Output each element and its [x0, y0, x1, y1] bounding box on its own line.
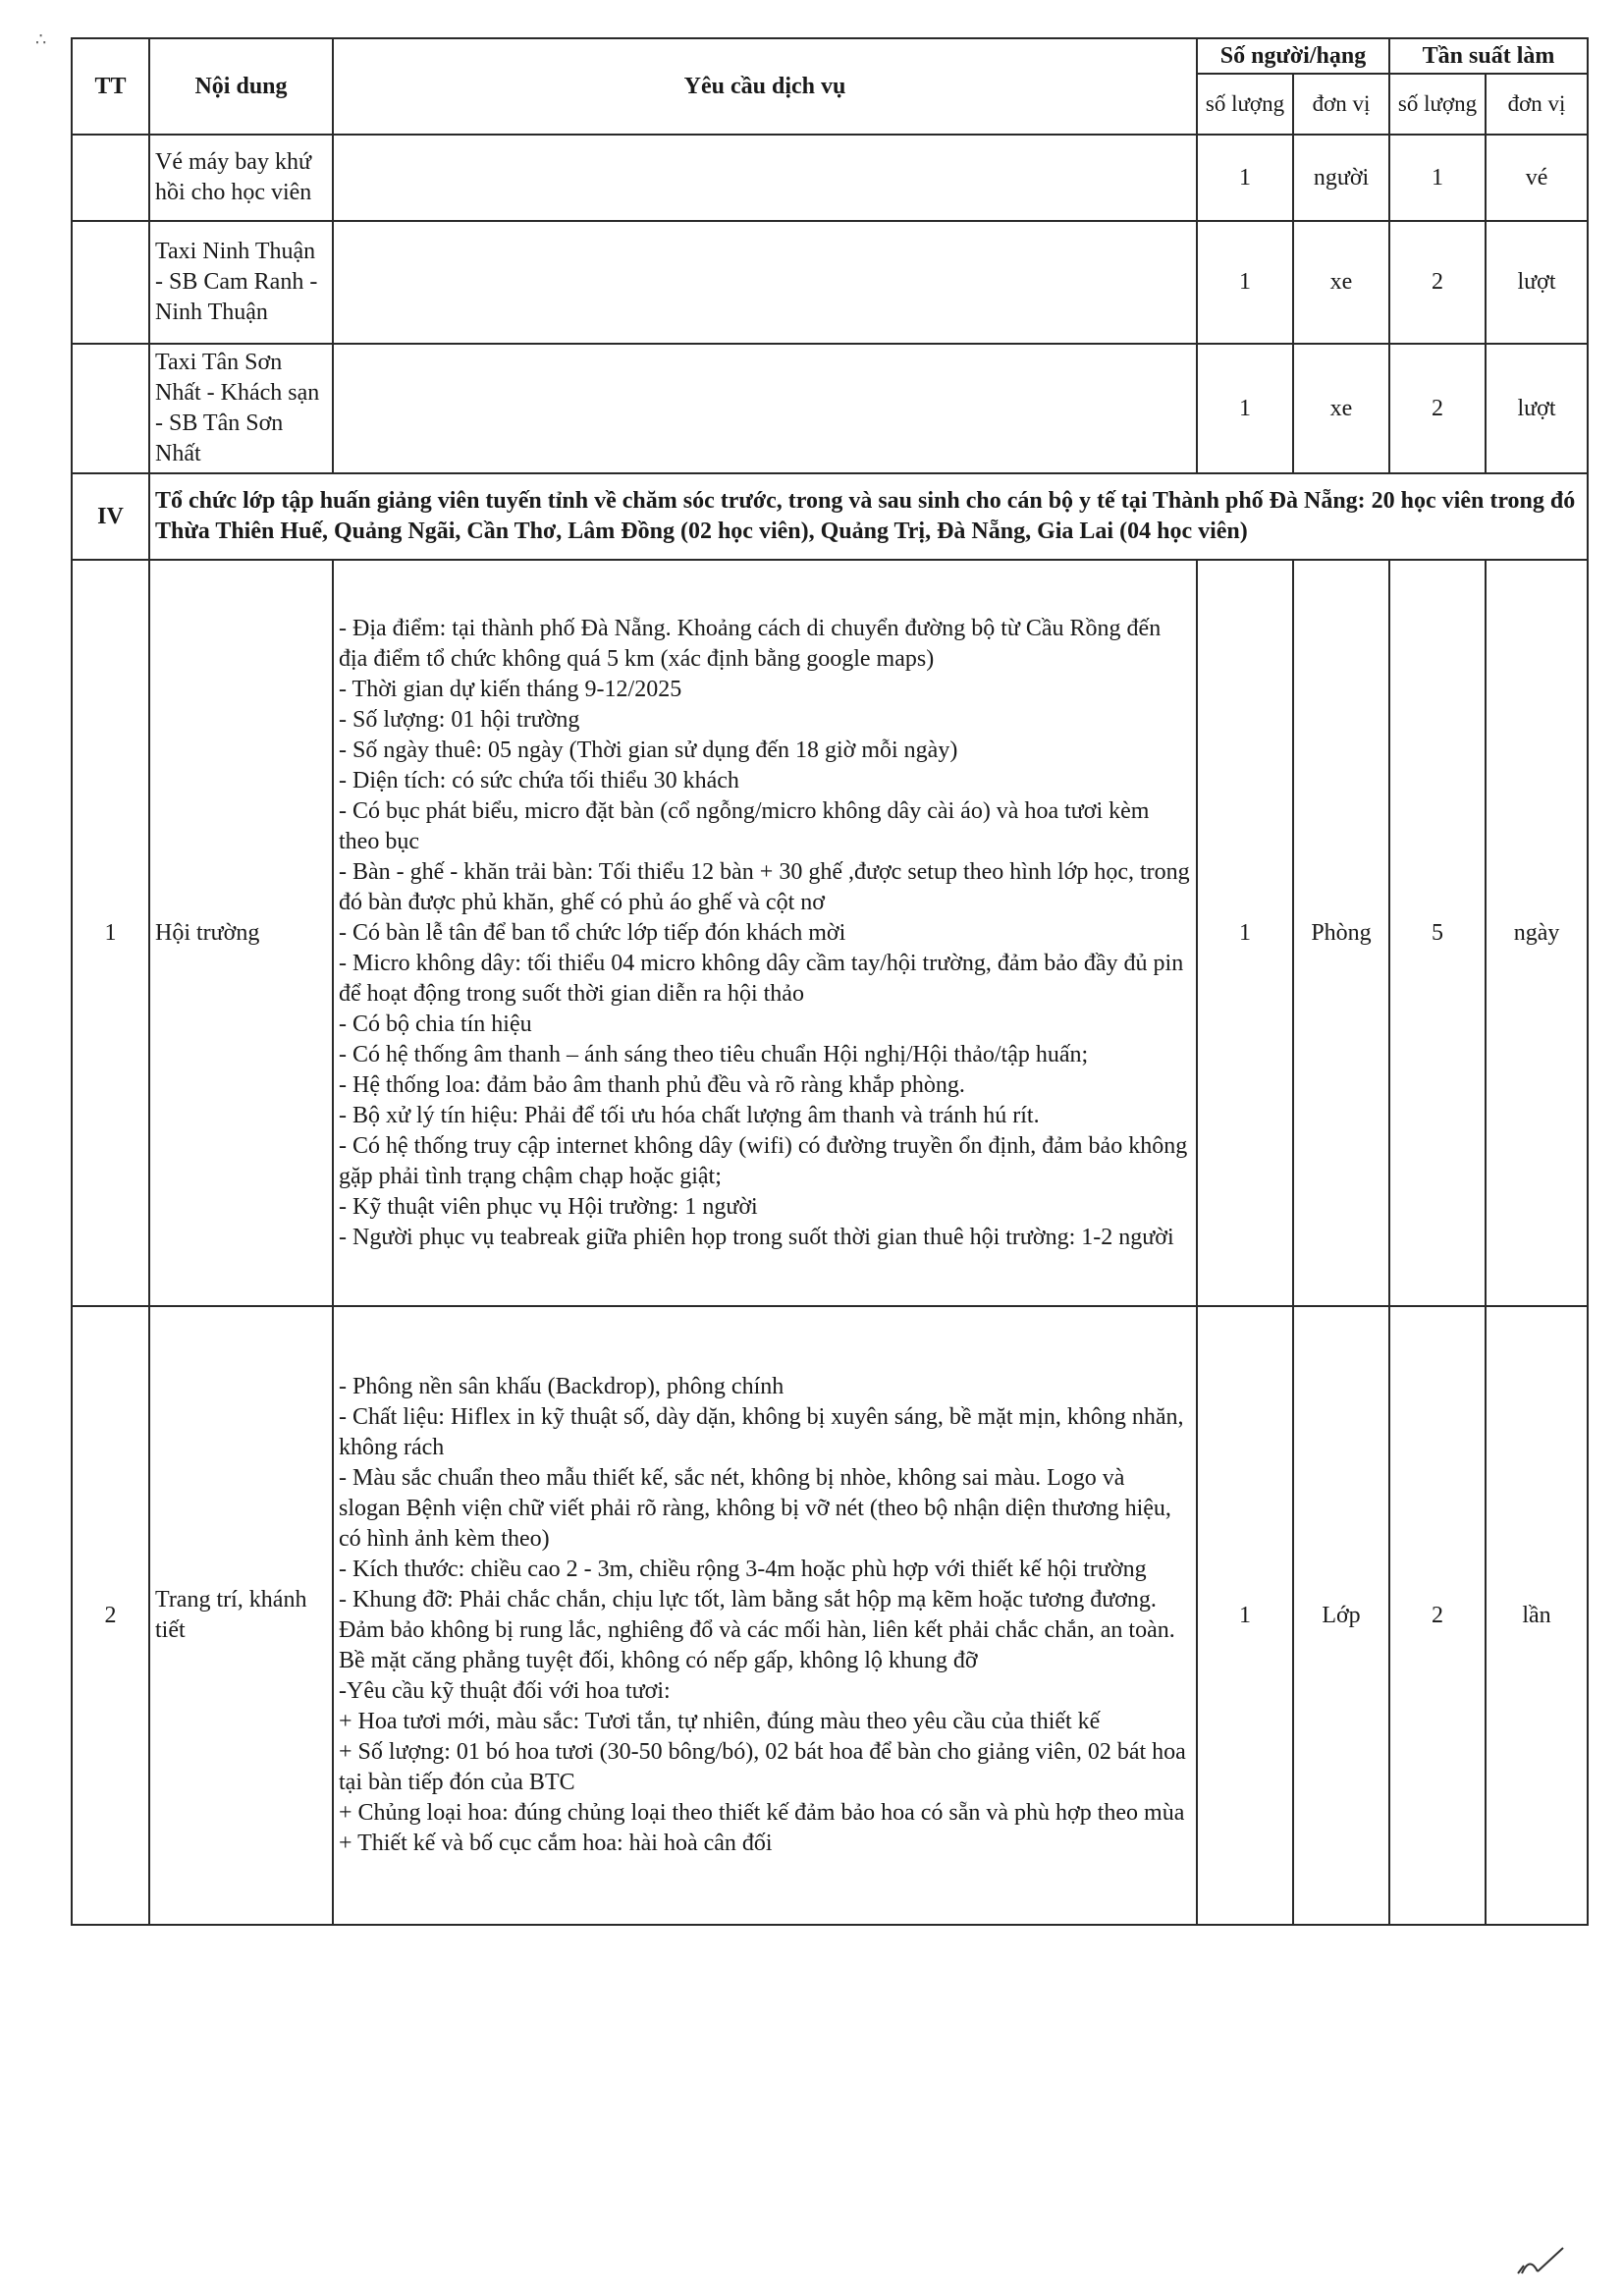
cell-frequency: 1 [1389, 135, 1486, 221]
cell-requirements: - Địa điểm: tại thành phố Đà Nẵng. Khoảng cách di chuyển đường bộ từ Cầu Rồng đến địa điểm tổ chức không quá 5 km (xác định bằng google maps) - Thời gian dự kiến tháng 9-12/2025 - Số lượng: 01 hội trường - Số ngày thuê: 05 ngày (Thời gian sử dụng đến 18 giờ mỗi ngày) - Diện tích: có sức chứa tối thiểu 30 khách - Có bục phát biểu, micro đặt bàn (cổ ngỗng/micro không dây cài áo) và hoa tươi kèm theo bục - Bàn - ghế - khăn trải bàn: Tối thiểu 12 bàn + 30 ghế ,được setup theo hình lớp học, trong đó bàn được phủ khăn, ghế có phủ áo ghế và cột nơ - Có bàn lễ tân để ban tổ chức lớp tiếp đón khách mời - Micro không dây: tối thiểu 04 micro không dây cầm tay/hội trường, đảm bảo đầy đủ pin để hoạt động trong suốt thời gian diễn ra hội thảo - Có bộ chia tín hiệu - Có hệ thống âm thanh – ánh sáng theo tiêu chuẩn Hội nghị/Hội thảo/tập huấn; - Hệ thống loa: đảm bảo âm thanh phủ đều và rõ ràng khắp phòng. - Bộ xử lý tín hiệu: Phải để tối ưu hóa chất lượng âm thanh và tránh hú rít. - Có hệ thống truy cập internet không dây (wifi) có đường truyền ổn định, đảm bảo không gặp phải tình trạng chậm chạp hoặc giật; - Kỹ thuật viên phục vụ Hội trường: 1 người - Người phục vụ teabreak giữa phiên họp trong suốt thời gian thuê hội trường: 1-2 người [333, 560, 1197, 1306]
cell-unit: người [1293, 135, 1389, 221]
section-title: Tổ chức lớp tập huấn giảng viên tuyến tỉnh về chăm sóc trước, trong và sau sinh cho cán bộ y tế tại Thành phố Đà Nẵng: 20 học viên trong đó Thừa Thiên Huế, Quảng Ngãi, Cần Thơ, Lâm Đồng (02 học viên), Quảng Trị, Đà Nẵng, Gia Lai (04 học viên) [149, 473, 1588, 560]
col-frequency-unit: đơn vị [1486, 74, 1588, 135]
col-tt: TT [72, 38, 149, 135]
table-row [72, 1306, 1588, 1925]
cell-content: Taxi Ninh Thuận - SB Cam Ranh - Ninh Thuận [149, 221, 333, 344]
table-row [72, 344, 1588, 473]
cell-frequency: 2 [1389, 221, 1486, 344]
cell-quantity: 1 [1197, 344, 1293, 473]
col-people-rank: Số người/hạng [1197, 38, 1389, 74]
cell-frequency-unit: lần [1486, 1306, 1588, 1925]
cell-content: Vé máy bay khứ hồi cho học viên [149, 135, 333, 221]
scan-dots: ∴ [35, 29, 47, 50]
cell-unit: Phòng [1293, 560, 1389, 1306]
cell-requirements: - Phông nền sân khấu (Backdrop), phông chính - Chất liệu: Hiflex in kỹ thuật số, dày dặn, không bị xuyên sáng, bề mặt mịn, không nhăn, không rách - Màu sắc chuẩn theo mẫu thiết kế, sắc nét, không bị nhòe, không sai màu. Logo và slogan Bệnh viện chữ viết phải rõ ràng, không bị vỡ nét (theo bộ nhận diện thương hiệu, có hình ảnh kèm theo) - Kích thước: chiều cao 2 - 3m, chiều rộng 3-4m hoặc phù hợp với thiết kế hội trường - Khung đỡ: Phải chắc chắn, chịu lực tốt, làm bằng sắt hộp mạ kẽm hoặc tương đương. Đảm bảo không bị rung lắc, nghiêng đổ và các mối hàn, liên kết phải chắc chắn, an toàn. Bề mặt căng phẳng tuyệt đối, không có nếp gấp, không lộ khung đỡ -Yêu cầu kỹ thuật đối với hoa tươi: + Hoa tươi mới, màu sắc: Tươi tắn, tự nhiên, đúng màu theo yêu cầu của thiết kế + Số lượng: 01 bó hoa tươi (30-50 bông/bó), 02 bát hoa để bàn cho giảng viên, 02 bát hoa tại bàn tiếp đón của BTC + Chủng loại hoa: đúng chủng loại theo thiết kế đảm bảo hoa có sẵn và phù hợp theo mùa + Thiết kế và bố cục cắm hoa: hài hoà cân đối [333, 1306, 1197, 1925]
cell-content: Taxi Tân Sơn Nhất - Khách sạn - SB Tân Sơn Nhất [149, 344, 333, 473]
cell-requirements [333, 221, 1197, 344]
initials-mark [1512, 2244, 1571, 2283]
cell-content: Trang trí, khánh tiết [149, 1306, 333, 1925]
cell-quantity: 1 [1197, 1306, 1293, 1925]
col-people-quantity: số lượng [1197, 74, 1293, 135]
service-table [71, 37, 1589, 1926]
cell-frequency: 2 [1389, 344, 1486, 473]
section-number: IV [72, 473, 149, 560]
cell-content: Hội trường [149, 560, 333, 1306]
cell-unit: xe [1293, 344, 1389, 473]
cell-tt: 1 [72, 560, 149, 1306]
section-row [72, 473, 1588, 560]
table-row [72, 135, 1588, 221]
cell-tt [72, 221, 149, 344]
col-frequency: Tần suất làm [1389, 38, 1588, 74]
col-frequency-quantity: số lượng [1389, 74, 1486, 135]
table-row [72, 560, 1588, 1306]
cell-frequency-unit: vé [1486, 135, 1588, 221]
cell-frequency: 5 [1389, 560, 1486, 1306]
cell-quantity: 1 [1197, 135, 1293, 221]
cell-quantity: 1 [1197, 221, 1293, 344]
cell-unit: Lớp [1293, 1306, 1389, 1925]
cell-requirements [333, 344, 1197, 473]
cell-tt [72, 135, 149, 221]
cell-frequency-unit: lượt [1486, 344, 1588, 473]
cell-frequency-unit: ngày [1486, 560, 1588, 1306]
cell-unit: xe [1293, 221, 1389, 344]
cell-tt: 2 [72, 1306, 149, 1925]
col-requirements: Yêu cầu dịch vụ [333, 38, 1197, 135]
cell-requirements [333, 135, 1197, 221]
col-people-unit: đơn vị [1293, 74, 1389, 135]
col-content: Nội dung [149, 38, 333, 135]
cell-frequency: 2 [1389, 1306, 1486, 1925]
cell-frequency-unit: lượt [1486, 221, 1588, 344]
cell-quantity: 1 [1197, 560, 1293, 1306]
cell-tt [72, 344, 149, 473]
table-row [72, 221, 1588, 344]
